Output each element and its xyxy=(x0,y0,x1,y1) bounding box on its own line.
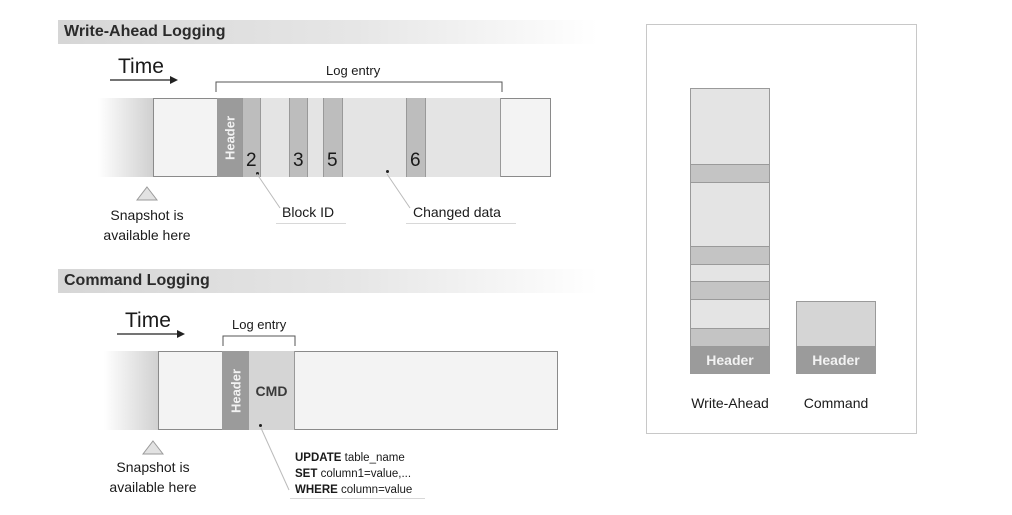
cmd-snapshot-caption xyxy=(90,457,216,497)
wal-header-label: Header xyxy=(222,115,237,160)
cmd-sql-line3 xyxy=(295,482,412,498)
wal-stack-id-4 xyxy=(691,328,769,346)
wal-block-id-2-label: 2 xyxy=(246,150,257,171)
cmd-log-entry-label: Log entry xyxy=(232,317,287,332)
wal-snapshot-line1: Snapshot is xyxy=(110,207,184,223)
wal-size-stack xyxy=(690,88,770,374)
cmd-sql-rest2: column1=value,... xyxy=(317,468,412,480)
cmd-snapshot-marker xyxy=(142,440,164,456)
cmd-header-label: Header xyxy=(228,368,243,413)
wal-leader-lines xyxy=(250,170,420,214)
wal-stack-data-1 xyxy=(691,89,769,164)
wal-section-title: Write-Ahead Logging xyxy=(58,20,598,44)
wal-log-entry-label: Log entry xyxy=(326,63,381,78)
cmd-snapshot-line2: available here xyxy=(109,479,197,495)
cmd-command-block xyxy=(249,351,295,430)
cmd-header-block xyxy=(222,351,249,430)
wal-stack-caption: Write-Ahead xyxy=(691,395,769,411)
wal-stack-id-1 xyxy=(691,164,769,182)
cmd-sql-line2 xyxy=(295,466,412,482)
cmd-snapshot-fade xyxy=(104,351,160,430)
cmd-sql-kw-where: WHERE xyxy=(295,484,338,496)
wal-stack-id-3 xyxy=(691,281,769,299)
cmd-stack-header xyxy=(797,346,875,373)
cmd-sql-kw-set: SET xyxy=(295,468,318,480)
cmd-log-entry-bracket xyxy=(221,334,299,348)
wal-block-id-3-label: 3 xyxy=(293,150,304,171)
wal-log-entry-bracket xyxy=(214,80,506,94)
wal-snapshot-caption xyxy=(84,205,210,245)
wal-time-label: Time xyxy=(118,55,164,78)
cmd-time-arrow xyxy=(115,328,187,340)
wal-block-id-underline xyxy=(276,223,346,224)
cmd-stack-header-label: Header xyxy=(812,352,860,368)
cmd-stack-command xyxy=(797,302,875,346)
wal-changed-data-caption: Changed data xyxy=(413,204,501,220)
wal-block-id-5-label: 5 xyxy=(327,150,338,171)
wal-block-id-caption: Block ID xyxy=(282,204,335,220)
wal-time-arrow xyxy=(108,74,180,86)
wal-snapshot-line2: available here xyxy=(103,227,191,243)
cmd-sql-kw-update: UPDATE xyxy=(295,452,342,464)
cmd-sql-text xyxy=(295,450,412,498)
cmd-command-label: CMD xyxy=(255,383,288,399)
cmd-log-strip xyxy=(158,351,558,430)
cmd-sql-underline xyxy=(290,498,425,499)
comparison-panel xyxy=(646,24,917,434)
wal-data-block-4 xyxy=(426,98,501,177)
wal-snapshot-fade xyxy=(98,98,154,177)
cmd-sql-rest1: table_name xyxy=(341,452,405,464)
wal-data-block-3 xyxy=(343,98,407,177)
wal-block-id-6-label: 6 xyxy=(410,150,421,171)
cmd-leader-line xyxy=(255,424,295,494)
wal-stack-data-3 xyxy=(691,264,769,281)
cmd-stack-caption: Command xyxy=(803,395,869,411)
wal-changed-data-underline xyxy=(406,223,516,224)
wal-stack-data-4 xyxy=(691,299,769,328)
cmd-section-title: Command Logging xyxy=(58,269,598,293)
cmd-size-stack xyxy=(796,301,876,374)
wal-header-block xyxy=(217,98,242,177)
cmd-sql-line1 xyxy=(295,450,412,466)
wal-stack-header-label: Header xyxy=(706,352,754,368)
cmd-snapshot-line1: Snapshot is xyxy=(116,459,190,475)
wal-stack-id-2 xyxy=(691,246,769,264)
cmd-time-label: Time xyxy=(125,309,171,332)
wal-data-block-2 xyxy=(308,98,324,177)
cmd-sql-rest3: column=value xyxy=(337,484,413,496)
wal-stack-header xyxy=(691,346,769,373)
wal-snapshot-marker xyxy=(136,186,158,202)
wal-data-block-1 xyxy=(261,98,290,177)
wal-stack-data-2 xyxy=(691,182,769,246)
